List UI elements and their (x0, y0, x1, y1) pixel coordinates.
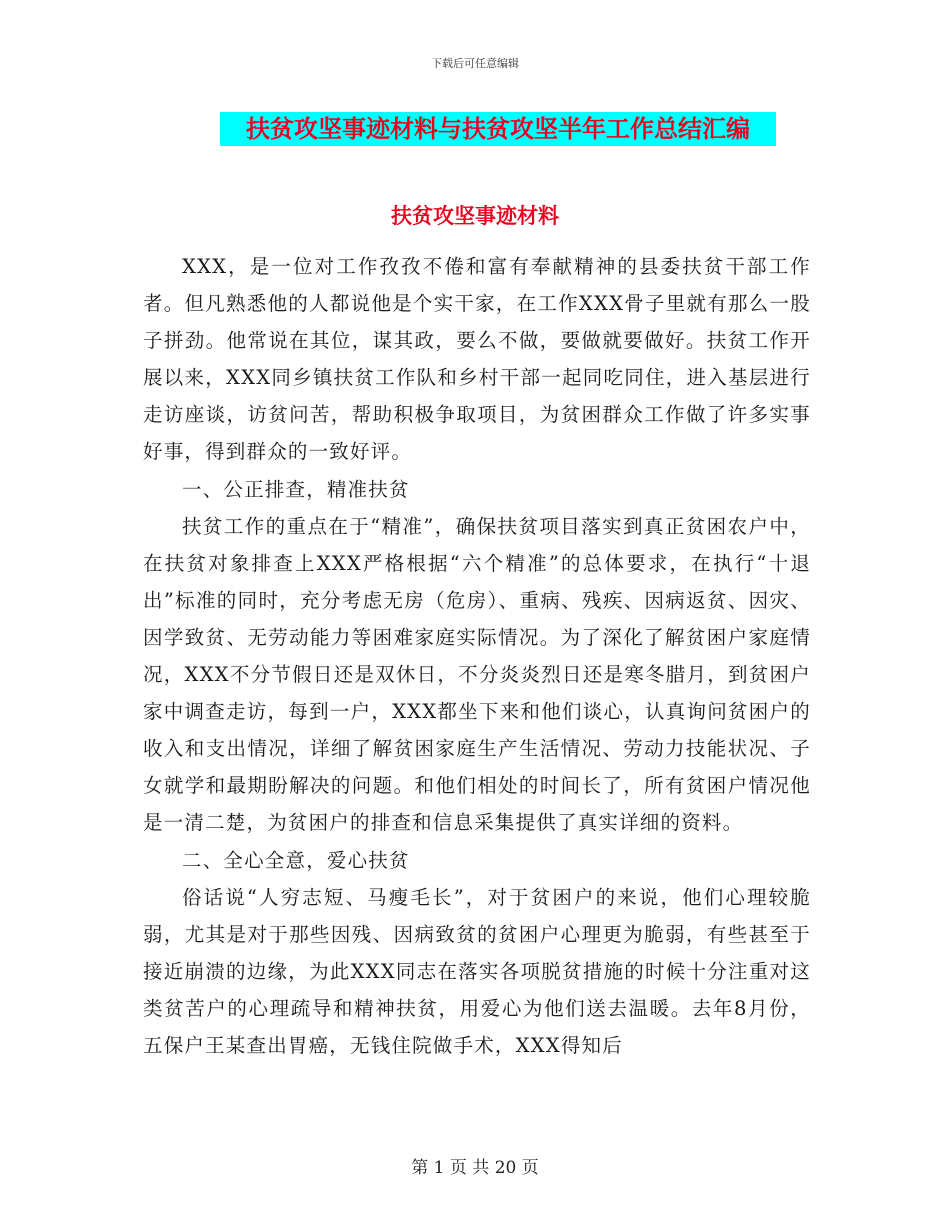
body-text (143, 248, 811, 1064)
heading-wholehearted: 二、全心全意，爱心扶贫 (182, 848, 410, 872)
header-note: 下载后可任意编辑 (431, 57, 519, 70)
paragraph-wholehearted: 俗话说“人穷志短、马瘦毛长”，对于贫困户的来说，他们心理较脆弱，尤其是对于那些因残、因病致贫的贫困户心理更为脆弱，有些甚至于接近崩溃的边缘，为此XXX同志在落实各项脱贫措施的时候十分注重对这类贫苦户的心理疏导和精神扶贫，用爱心为他们送去温暖。去年8月份，五保户王某查出胃癌，无钱住院做手术，XXX得知后 (143, 885, 811, 1057)
paragraph-fair-screening: 扶贫工作的重点在于“精准”，确保扶贫项目落实到真正贫困农户中，在扶贫对象排查上XXX严格根据“六个精准”的总体要求，在执行“十退出”标准的同时，充分考虑无房（危房）、重病、残疾、因病返贫、因灾、因学致贫、无劳动能力等困难家庭实际情况。为了深化了解贫困户家庭情况，XXX不分节假日还是双休日，不分炎炎烈日还是寒冬腊月，到贫困户家中调查走访，每到一户，XXX都坐下来和他们谈心，认真询问贫困户的收入和支出情况，详细了解贫困家庭生产生活情况、劳动力技能状况、子女就学和最期盼解决的问题。和他们相处的时间长了，所有贫困户情况他是一清二楚，为贫困户的排查和信息采集提供了真实详细的资料。 (143, 514, 811, 835)
section-title: 扶贫攻坚事迹材料 (391, 204, 559, 228)
main-title: 扶贫攻坚事迹材料与扶贫攻坚半年工作总结汇编 (220, 112, 776, 146)
page-footer: 第 1 页 共 20 页 (411, 1158, 539, 1178)
paragraph-intro: XXX，是一位对工作孜孜不倦和富有奉献精神的县委扶贫干部工作者。但凡熟悉他的人都说他是个实干家，在工作XXX骨子里就有那么一股子拼劲。他常说在其位，谋其政，要么不做，要做就要做好。扶贫工作开展以来，XXX同乡镇扶贫工作队和乡村干部一起同吃同住，进入基层进行走访座谈，访贫问苦，帮助积极争取项目，为贫困群众工作做了许多实事好事，得到群众的一致好评。 (143, 255, 811, 464)
heading-fair-screening: 一、公正排查，精准扶贫 (182, 477, 410, 501)
